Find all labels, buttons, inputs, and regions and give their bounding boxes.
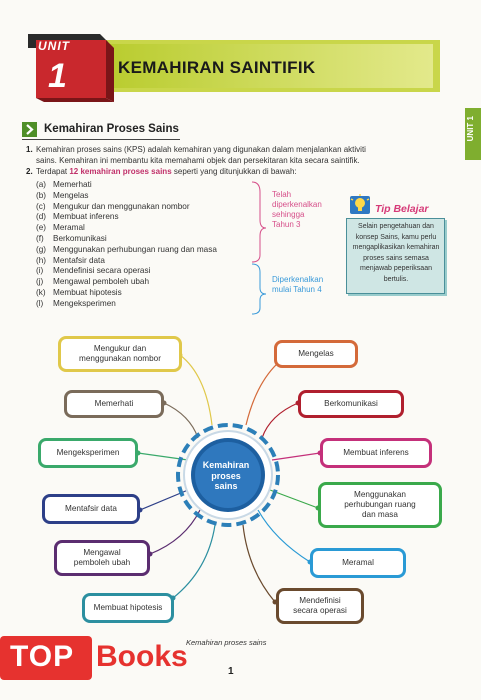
- list-item-text: Membuat hipotesis: [53, 288, 122, 297]
- list-item-text: Mentafsir data: [53, 255, 105, 265]
- brace-label-lower: Diperkenalkan mulai Tahun 4: [272, 275, 324, 294]
- node-mendefinisi: Mendefinisi secara operasi: [276, 588, 364, 624]
- unit-label: UNIT: [38, 39, 70, 53]
- list-item-text: Mengawal pemboleh ubah: [53, 277, 150, 287]
- node-meramal: Meramal: [310, 548, 406, 578]
- brace-label-upper: Telah diperkenalkan sehingga Tahun 3: [272, 190, 322, 229]
- list-item: [36, 256, 105, 265]
- paragraph-2: Terdapat 12 kemahiran proses sains seperti yang ditunjukkan di bawah:: [36, 167, 297, 176]
- lightbulb-icon: [348, 193, 374, 217]
- list-item-text: Mengukur dan menggunakan nombor: [53, 201, 190, 211]
- list-item: [36, 245, 217, 254]
- node-memerhati: Memerhati: [64, 390, 164, 418]
- side-tab-label: UNIT 1: [466, 116, 475, 142]
- list-item-text: Memerhati: [53, 180, 92, 189]
- list-item: [36, 234, 107, 243]
- list-item-text: Menggunakan perhubungan ruang dan masa: [53, 244, 217, 254]
- section-divider: [22, 139, 180, 140]
- list-item: [36, 266, 150, 275]
- watermark-top: TOP: [10, 640, 75, 673]
- list-item-letter: (i): [36, 266, 44, 276]
- list-item-letter: (g): [36, 244, 47, 254]
- brace-lines: [250, 180, 270, 320]
- node-mengeksperimen: Mengeksperimen: [38, 438, 138, 468]
- section-heading: [22, 120, 184, 138]
- node-mengelas: Mengelas: [274, 340, 358, 368]
- tip-text: Selain pengetahuan dan konsep Sains, kamu perlu mengaplikasikan kemahiran proses sains semasa menjawab peperiksaan bertulis.: [352, 223, 440, 283]
- unit-number: 1: [48, 57, 67, 95]
- list-item-text: Mengeksperimen: [53, 298, 116, 308]
- node-menggunakan: Menggunakan perhubungan ruang dan masa: [318, 482, 442, 528]
- mindmap-center-label: Kemahiran proses sains: [202, 460, 250, 491]
- list-item: [36, 191, 89, 200]
- node-berkomunikasi: Berkomunikasi: [298, 390, 404, 418]
- node-mengukur: Mengukur dan menggunakan nombor: [58, 336, 182, 372]
- list-item: [36, 223, 85, 232]
- list-item-text: Meramal: [53, 223, 85, 233]
- paragraph-1-line-1: Kemahiran proses sains (KPS) adalah kemahiran yang digunakan dalam menjalankan aktiviti: [36, 145, 366, 154]
- list-item-letter: (k): [36, 288, 46, 297]
- chevron-right-icon: [22, 122, 37, 137]
- list-item: [36, 277, 149, 286]
- list-item-text: Membuat inferens: [53, 212, 119, 222]
- node-membuat-hipotesis: Membuat hipotesis: [82, 593, 174, 623]
- list-item-text: Mendefinisi secara operasi: [53, 266, 151, 276]
- paragraph-2-number: 2.: [26, 167, 33, 176]
- list-item-letter: (b): [36, 190, 47, 200]
- highlight-text: 12 kemahiran proses sains: [69, 167, 172, 176]
- list-item-letter: (j): [36, 277, 44, 287]
- paragraph-1: [36, 145, 451, 166]
- list-item-letter: (a): [36, 180, 47, 189]
- list-item: [36, 299, 116, 308]
- list-item: [36, 288, 122, 297]
- page-number: 1: [228, 666, 234, 677]
- page-title: KEMAHIRAN SAINTIFIK: [118, 58, 316, 77]
- list-item-letter: (h): [36, 255, 47, 265]
- list-item-letter: (c): [36, 201, 46, 211]
- list-item: [36, 180, 92, 189]
- list-item-letter: (d): [36, 212, 47, 222]
- node-membuat-inferens: Membuat inferens: [320, 438, 432, 468]
- list-item: [36, 202, 190, 211]
- list-item: [36, 212, 119, 221]
- list-item-text: Mengelas: [53, 190, 89, 200]
- figure-caption: Kemahiran proses sains: [186, 638, 267, 647]
- node-mengawal: Mengawal pemboleh ubah: [54, 540, 150, 576]
- list-item-letter: (f): [36, 234, 44, 243]
- section-title: Kemahiran Proses Sains: [44, 123, 179, 135]
- list-item-text: Berkomunikasi: [53, 234, 107, 243]
- paragraph-1-line-2: sains. Kemahiran ini membantu kita memahami objek dan persekitaran kita secara saintifik.: [36, 155, 360, 165]
- watermark-books: Books: [96, 640, 188, 673]
- side-tab: [465, 108, 481, 160]
- node-mentafsir-data: Mentafsir data: [42, 494, 140, 524]
- list-item-letter: (e): [36, 223, 47, 233]
- list-item-letter: (l): [36, 298, 44, 308]
- paragraph-1-number: 1.: [26, 145, 33, 154]
- tip-title: Tip Belajar: [375, 203, 429, 215]
